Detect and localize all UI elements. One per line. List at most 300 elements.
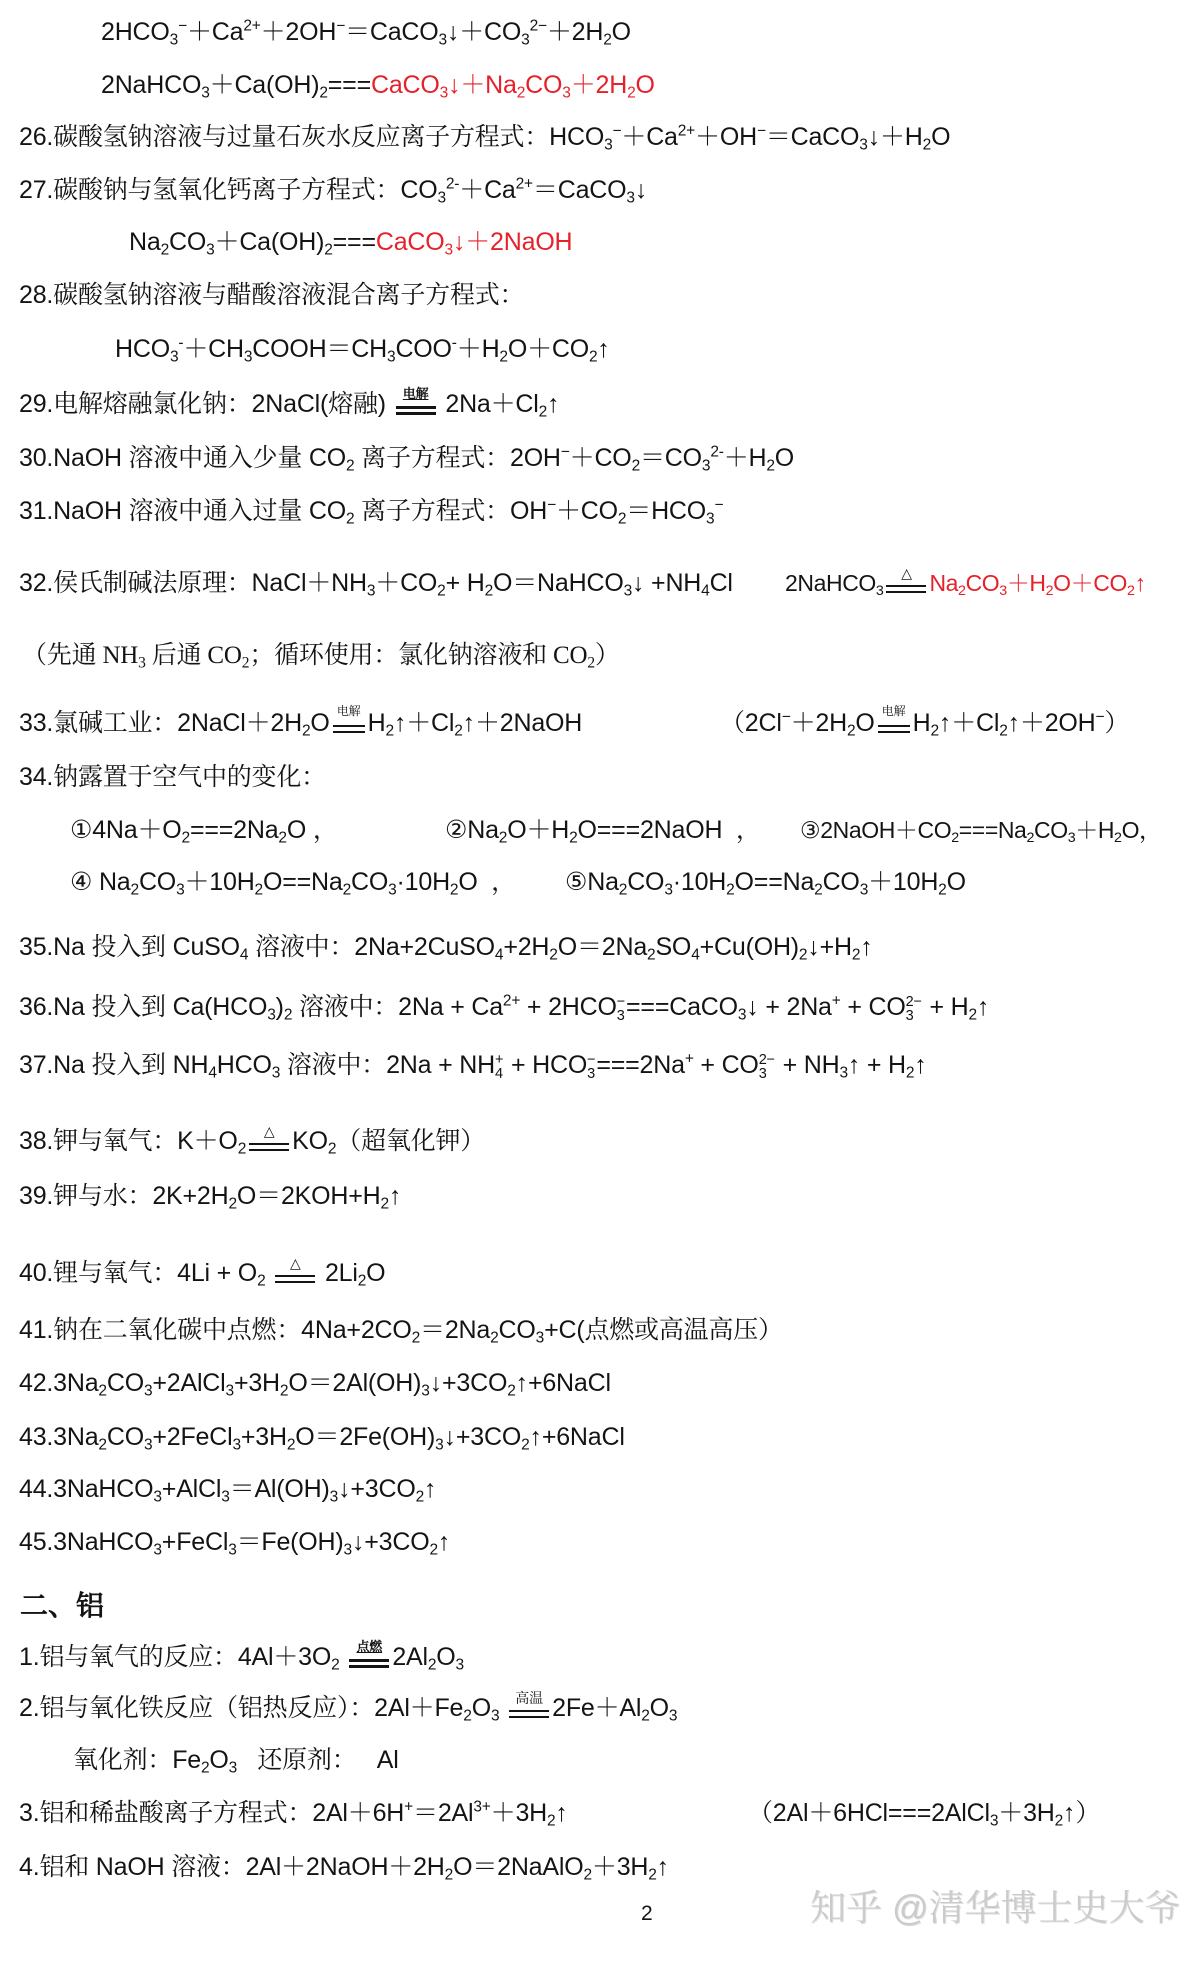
- formula-text: 氧化剂：Fe: [73, 1746, 201, 1774]
- formula-text: O＋H: [507, 816, 570, 844]
- equation-43: [19, 1421, 625, 1453]
- formula-text: +FeCl: [161, 1528, 229, 1556]
- formula-text: ·10H: [672, 868, 727, 896]
- reaction-condition-label: △: [901, 565, 912, 581]
- formula-text: ↓ + 2Na: [746, 993, 832, 1021]
- formula-text: ↑+6NaCl: [529, 1423, 625, 1451]
- equation-30: [19, 442, 794, 474]
- subscript: 2: [319, 84, 328, 102]
- formula-text: CaCO: [375, 228, 445, 256]
- formula-text: CaCO: [370, 71, 440, 99]
- subscript: 4: [701, 582, 710, 600]
- subscript: 2: [437, 582, 446, 600]
- item-34-step-2: [445, 814, 761, 846]
- subscript: 3: [859, 881, 869, 899]
- double-equals-icon: [275, 1275, 315, 1283]
- formula-text: CO: [822, 868, 860, 896]
- formula-text: O＝2Na: [557, 933, 648, 961]
- subscript: 3: [701, 457, 711, 475]
- subscript: 2: [814, 881, 823, 899]
- reaction-condition-label: △: [263, 1123, 275, 1139]
- subscript: 3: [989, 1812, 999, 1830]
- formula-text: ＋3H: [591, 1853, 649, 1881]
- formula-text: ＝CO: [639, 444, 702, 472]
- reaction-condition-sign: [507, 1692, 551, 1724]
- formula-text: ↓+3CO: [351, 1528, 430, 1556]
- superscript: −: [560, 443, 570, 461]
- formula-text: 39.钾与水：2K+2H: [19, 1182, 229, 1210]
- page-number: 2: [641, 1902, 653, 1925]
- superscript: -: [451, 334, 457, 352]
- subscript: 3: [668, 1707, 678, 1725]
- formula-text: ①4Na＋O: [70, 816, 182, 844]
- formula-text: CO: [965, 570, 1000, 596]
- formula-text: 后通 CO: [145, 642, 242, 669]
- subscript: 2: [631, 457, 640, 475]
- subscript: 2: [278, 829, 287, 847]
- subscript: 2: [346, 510, 355, 528]
- superscript: −: [587, 1051, 596, 1068]
- al-equation-2-roles: [73, 1744, 399, 1776]
- subscript: 2: [648, 1866, 657, 1884]
- subscript: 2: [181, 829, 190, 847]
- superscript: -: [178, 334, 184, 352]
- formula-text: +Cu(OH): [699, 933, 799, 961]
- formula-text: ↑: [555, 1799, 568, 1827]
- formula-text: ↑＋Cl: [393, 709, 455, 737]
- equation-35: [19, 931, 873, 963]
- reaction-condition-sign: [394, 388, 438, 420]
- subscript: 2: [254, 881, 263, 899]
- subscript: 2: [454, 722, 463, 740]
- subscript: 2: [499, 348, 508, 366]
- formula-text: ↑: [437, 1528, 451, 1556]
- formula-text: O: [209, 1746, 229, 1774]
- formula-text: O＋CO: [1053, 570, 1127, 596]
- formula-text: CO: [168, 228, 207, 256]
- formula-text: O: [471, 1694, 491, 1722]
- formula-text: +AlCl: [161, 1475, 222, 1503]
- item-34-step-3: [800, 814, 1162, 846]
- formula-text: ===: [327, 71, 371, 99]
- formula-text: 溶液中：2Na + NH: [280, 1051, 495, 1079]
- subscript: 2: [301, 722, 311, 740]
- subscript: 4: [239, 946, 249, 964]
- subscript: 3: [664, 881, 673, 899]
- superscript: 2+: [243, 17, 261, 35]
- subscript: 3: [626, 189, 635, 207]
- formula-text: + CO: [693, 1051, 759, 1079]
- superscript: 2−: [529, 17, 547, 35]
- formula-text: Na: [929, 570, 959, 596]
- formula-text: 离子方程式：2OH: [354, 444, 561, 472]
- formula-text: ＋CO: [569, 444, 632, 472]
- formula-text: ＋CO: [375, 569, 438, 597]
- subscript: 3: [438, 31, 447, 49]
- formula-text: 还原剂： Al: [237, 1746, 399, 1774]
- formula-text: ）: [594, 642, 620, 669]
- superscript: 2-: [445, 175, 460, 193]
- subscript: 2: [726, 881, 735, 899]
- subscript: 3: [206, 241, 215, 259]
- formula-text: + 2HCO: [520, 993, 617, 1021]
- formula-text: + HCO: [504, 1051, 588, 1079]
- formula-text: 2Al: [392, 1643, 428, 1671]
- subscript: 2: [449, 881, 459, 899]
- formula-text: SO: [655, 933, 692, 961]
- equation-39: [19, 1180, 401, 1212]
- formula-text: KO: [292, 1127, 328, 1155]
- formula-text: +3H: [233, 1369, 280, 1397]
- subscript: 2: [200, 1759, 210, 1777]
- al-equation-3-ionic: [19, 1797, 568, 1829]
- formula-text: ↓: [634, 176, 648, 204]
- subscript: 3: [437, 189, 446, 207]
- formula-text: ＋3H: [998, 1799, 1055, 1827]
- equation-42: [19, 1367, 611, 1399]
- subscript: 2: [547, 1812, 556, 1830]
- formula-text: CO: [498, 1316, 536, 1344]
- superscript: 2+: [502, 992, 521, 1010]
- formula-text: ＋Ca(OH): [209, 71, 320, 99]
- formula-text: 2Li: [318, 1259, 358, 1287]
- superscript: 2−: [758, 1051, 775, 1068]
- al-equation-4: [19, 1851, 669, 1883]
- formula-text: CO: [138, 868, 177, 896]
- formula-text: （超氧化钾）: [336, 1127, 486, 1155]
- subscript: 3: [366, 582, 376, 600]
- subscript: 2: [922, 136, 932, 154]
- section-heading-aluminum: 二、铝: [20, 1590, 105, 1621]
- equation-44: [19, 1473, 436, 1505]
- subscript: 4: [494, 1066, 503, 1083]
- subscript: 2: [237, 1140, 247, 1158]
- superscript: 2-: [710, 443, 724, 461]
- formula-text: 26.碳酸氢钠溶液与过量石灰水反应离子方程式：HCO: [19, 123, 605, 151]
- subscript: 3: [153, 1541, 162, 1559]
- formula-text: ↑: [547, 390, 560, 418]
- formula-text: 溶液中：2Na + Ca: [292, 993, 503, 1021]
- formula-text: 27.碳酸钠与氢氧化钙离子方程式：CO: [19, 176, 438, 204]
- subscript: 2: [569, 829, 578, 847]
- formula-text: ↓ +NH: [632, 569, 702, 597]
- formula-text: +2FeCl: [152, 1423, 233, 1451]
- subscript: 2: [257, 1272, 266, 1290]
- equation-27-ionic: [19, 174, 647, 206]
- formula-text: O＝2Fe(OH): [295, 1423, 436, 1451]
- subscript: 3: [343, 1541, 352, 1559]
- formula-text: ＋2H: [546, 18, 604, 46]
- reaction-condition-sign: [884, 567, 928, 599]
- subscript: 4: [494, 946, 504, 964]
- equation-27-molecular: [129, 226, 572, 258]
- subscript: 3: [421, 1382, 430, 1400]
- subscript: 3: [706, 510, 715, 528]
- subscript: 3: [439, 84, 449, 102]
- formula-text: ②Na: [445, 816, 499, 844]
- reaction-condition-label: △: [289, 1255, 301, 1271]
- formula-text: ===2Na: [596, 1051, 685, 1079]
- subscript: 3: [490, 1707, 500, 1725]
- subscript: 3: [1067, 829, 1076, 846]
- subscript: 2: [429, 1541, 438, 1559]
- superscript: +: [831, 992, 841, 1010]
- formula-text: ↑＋2NaOH: [462, 709, 583, 737]
- subscript: 2: [411, 1329, 421, 1347]
- formula-text: ＋OH: [695, 123, 757, 151]
- subscript: 2: [589, 348, 598, 366]
- formula-text: +C(点燃或高温高压）: [544, 1316, 783, 1344]
- formula-text: ＝Fe(OH): [236, 1528, 344, 1556]
- double-equals-icon: [509, 1710, 549, 1718]
- formula-text: 4.铝和 NaOH 溶液：2Al＋2NaOH＋2H: [19, 1853, 445, 1881]
- subscript: 3: [169, 31, 179, 49]
- formula-text: O: [649, 1694, 669, 1722]
- formula-text: ＝HCO: [626, 497, 707, 525]
- formula-text: CO: [525, 71, 563, 99]
- formula-text: 30.NaOH 溶液中通入少量 CO: [19, 444, 347, 472]
- al-equation-2: [19, 1692, 677, 1724]
- equation-25-ionic: [101, 16, 631, 48]
- equation-38: [19, 1125, 485, 1157]
- subscript: 2: [617, 510, 627, 528]
- reaction-condition-sign: [347, 1641, 391, 1673]
- equation-31: [19, 495, 723, 527]
- subscript: 3: [616, 1008, 625, 1025]
- double-equals-icon: [249, 1143, 289, 1151]
- formula-text: [499, 1694, 506, 1722]
- formula-text: CO: [351, 868, 389, 896]
- subscript: 2: [346, 457, 355, 475]
- subscript: 2: [98, 1436, 107, 1454]
- formula-text: ↑: [656, 1853, 669, 1881]
- subscript: 2: [968, 1006, 977, 1024]
- formula-text: 34.钠露置于空气中的变化：: [19, 763, 326, 791]
- equation-45: [19, 1526, 450, 1558]
- formula-text: ＋10H: [868, 868, 939, 896]
- formula-text: O: [611, 18, 631, 46]
- subscript: 3: [225, 1382, 234, 1400]
- subscript: 2: [905, 1064, 915, 1082]
- formula-text: CO: [1033, 817, 1068, 843]
- subscript: 3: [535, 1329, 545, 1347]
- subscript: 2: [618, 881, 628, 899]
- formula-text: 38.钾与氧气：K＋O: [19, 1127, 238, 1155]
- subscript: 2: [603, 31, 612, 49]
- equation-37: [19, 1049, 927, 1081]
- formula-text: 31.NaOH 溶液中通入过量 CO: [19, 497, 347, 525]
- subscript: 2: [357, 1272, 367, 1290]
- double-equals-icon: [333, 725, 365, 733]
- subscript: 2: [498, 829, 508, 847]
- superscript: −: [547, 496, 556, 514]
- formula-text: [340, 1643, 347, 1671]
- formula-text: 43.3Na: [19, 1423, 99, 1451]
- subscript: 2: [286, 1436, 296, 1454]
- subscript: 3: [329, 1488, 339, 1506]
- formula-text: O: [310, 709, 330, 737]
- reaction-condition-sign: [273, 1257, 317, 1289]
- formula-text: [265, 1259, 272, 1287]
- subscript: 3: [839, 1064, 848, 1082]
- subscript: 3: [267, 1006, 276, 1024]
- subscript: 2: [241, 654, 250, 672]
- superscript: −: [756, 122, 766, 140]
- subscript: 2: [938, 881, 947, 899]
- formula-text: ⑤Na: [565, 868, 619, 896]
- formula-text: COO: [395, 335, 452, 363]
- formula-text: +2AlCl: [152, 1369, 226, 1397]
- subscript: 2: [549, 946, 558, 964]
- subscript: 2: [327, 1140, 337, 1158]
- equation-40: [19, 1257, 385, 1289]
- item-34-step-5: [565, 866, 966, 898]
- subscript: 3: [271, 1064, 281, 1082]
- formula-text: ↑ + H: [847, 1051, 906, 1079]
- formula-text: O: [946, 868, 966, 896]
- subscript: 2: [427, 1656, 437, 1674]
- subscript: 3: [387, 348, 396, 366]
- formula-text: +2H: [503, 933, 550, 961]
- subscript: 3: [435, 1436, 444, 1454]
- subscript: 3: [388, 881, 397, 899]
- reaction-condition-label: 电解: [336, 704, 361, 718]
- subscript: 2: [951, 829, 959, 846]
- formula-text: 37.Na 投入到 NH: [19, 1051, 209, 1079]
- subscript: 2: [484, 582, 494, 600]
- formula-text: O，: [1121, 817, 1162, 843]
- subscript: 3: [143, 1382, 153, 1400]
- item-34-title: [19, 761, 326, 793]
- superscript: +: [404, 1798, 414, 1816]
- charge-stack: [617, 995, 625, 1024]
- formula-text: O＝NaHCO: [493, 569, 624, 597]
- formula-text: ↑＋2OH: [1007, 709, 1096, 737]
- formula-text: ＝CaCO: [765, 123, 860, 151]
- formula-text: O: [436, 1643, 456, 1671]
- equation-33-main: [19, 704, 583, 740]
- subscript: 2: [380, 1195, 389, 1213]
- formula-text: ＋CH: [183, 335, 244, 363]
- formula-text: O: [774, 444, 795, 472]
- formula-text: ↓+3CO: [338, 1475, 416, 1503]
- formula-text: ④ Na: [70, 868, 131, 896]
- subscript: 2: [766, 457, 775, 475]
- equation-32-main: [19, 567, 733, 599]
- formula-text: ↓＋Na: [448, 71, 517, 99]
- subscript: 2: [1114, 829, 1122, 846]
- formula-text: CO: [106, 1423, 144, 1451]
- subscript: 2: [999, 722, 1008, 740]
- formula-text: + NH: [775, 1051, 840, 1079]
- subscript: 2: [587, 654, 595, 672]
- subscript: 2: [627, 84, 636, 102]
- superscript: +: [684, 1050, 694, 1068]
- subscript: 3: [143, 1436, 153, 1454]
- subscript: 2: [1054, 1812, 1064, 1830]
- subscript: 3: [587, 1066, 595, 1083]
- formula-text: ↓＋CO: [446, 18, 522, 46]
- superscript: −: [612, 122, 622, 140]
- subscript: 2: [1126, 582, 1135, 599]
- subscript: 2: [279, 1382, 289, 1400]
- item-34-step-4: [70, 866, 516, 898]
- formula-text: ↑+6NaCl: [515, 1369, 611, 1397]
- formula-text: + H: [445, 569, 485, 597]
- formula-text: ＝CaCO: [345, 18, 439, 46]
- formula-text: ＋10H: [184, 868, 255, 896]
- formula-text: （先通 NH: [22, 642, 139, 669]
- formula-text: 溶液中：2Na+2CuSO: [248, 933, 495, 961]
- formula-text: 2Fe＋Al: [552, 1694, 642, 1722]
- formula-text: 40.锂与氧气：4Li + O: [19, 1259, 258, 1287]
- formula-text: 32.侯氏制碱法原理：NaCl＋NH: [19, 569, 367, 597]
- formula-text: 2HCO: [101, 18, 170, 46]
- formula-text: O: [635, 71, 655, 99]
- formula-text: ↓+3CO: [429, 1369, 508, 1397]
- double-equals-icon: [878, 725, 910, 733]
- subscript: 3: [138, 654, 146, 672]
- subscript: 3: [455, 1656, 464, 1674]
- formula-text: 35.Na 投入到 CuSO: [19, 933, 240, 961]
- formula-text: ↑: [388, 1182, 402, 1210]
- subscript: 2: [846, 722, 856, 740]
- charge-stack: [759, 1053, 775, 1082]
- formula-text: ）: [1104, 709, 1130, 737]
- superscript: +: [494, 1051, 504, 1068]
- superscript: 2+: [677, 122, 696, 140]
- formula-text: H: [912, 709, 931, 737]
- subscript: 3: [169, 348, 179, 366]
- reaction-condition-label: 高温: [515, 1690, 543, 1706]
- subscript: 2: [415, 1488, 424, 1506]
- superscript: −: [781, 708, 791, 726]
- double-equals-icon: [396, 406, 436, 415]
- superscript: −: [1095, 708, 1105, 726]
- subscript: 2: [342, 881, 351, 899]
- al-equation-1: [19, 1641, 464, 1673]
- subscript: 2: [98, 1382, 107, 1400]
- formula-text: ===: [332, 228, 376, 256]
- equation-32-decomposition: [785, 567, 1146, 599]
- formula-text: 2Na＋Cl: [438, 390, 539, 418]
- formula-text: ＝2Al: [413, 1799, 474, 1827]
- item-32-note: [22, 640, 620, 672]
- subscript: 3: [875, 582, 884, 599]
- formula-text: 2NaHCO: [785, 570, 876, 596]
- formula-text: O==Na: [262, 868, 343, 896]
- formula-text: 2NaHCO: [101, 71, 202, 99]
- subscript: 2: [228, 1195, 237, 1213]
- subscript: 3: [604, 136, 613, 154]
- subscript: 3: [243, 348, 253, 366]
- formula-text: O ，: [286, 816, 338, 844]
- subscript: 3: [999, 582, 1007, 599]
- formula-text: CO: [627, 868, 665, 896]
- subscript: 2: [538, 403, 548, 421]
- formula-text: ↑: [1134, 570, 1146, 596]
- formula-text: ↑: [424, 1475, 437, 1503]
- formula-text: 28.碳酸氢钠溶液与醋酸溶液混合离子方程式：: [19, 281, 525, 309]
- formula-text: ＝Al(OH): [229, 1475, 330, 1503]
- subscript: 3: [232, 1436, 241, 1454]
- subscript: 2: [647, 946, 656, 964]
- superscript: −: [336, 17, 346, 35]
- double-equals-icon: [886, 585, 926, 593]
- subscript: 2: [798, 946, 808, 964]
- subscript: 3: [228, 1759, 238, 1777]
- formula-text: ↑: [914, 1051, 927, 1079]
